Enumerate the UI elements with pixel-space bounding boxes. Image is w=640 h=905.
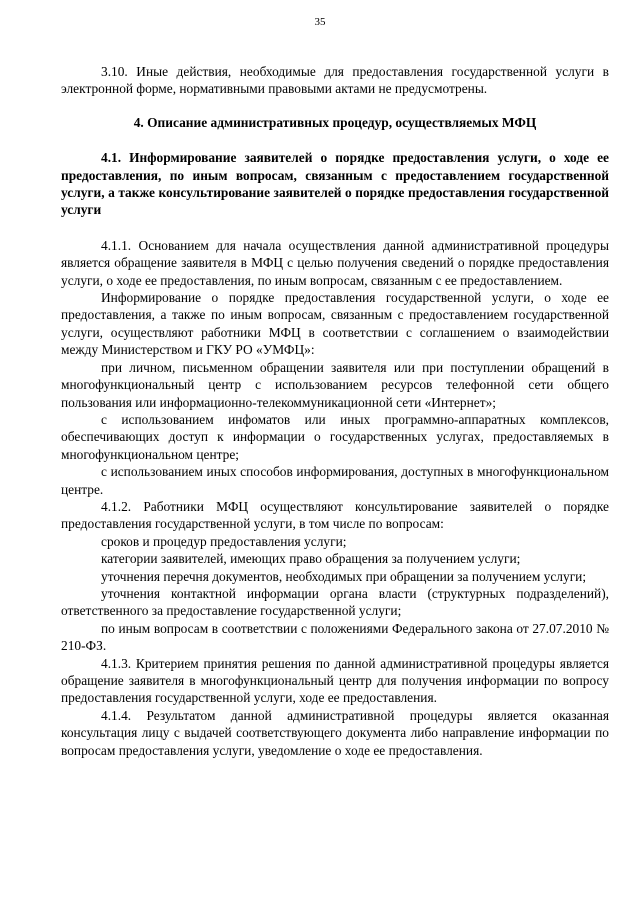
list-item: при личном, письменном обращении заявителя или при поступлении обращений в многофункциональный центр с использованием ресурсов телефонной сети общего пользования или информационно-телекоммуникационной сети «Интернет»; [61,359,609,410]
list-item: сроков и процедур предоставления услуги; [101,533,347,549]
paragraph-4-1-1: 4.1.1. Основанием для начала осуществления данной административной процедуры является обращение заявителя в МФЦ с целью получения сведений о порядке предоставления услуги, о ходе ее предоставления, по иным вопросам, связанным с ее предоставлением. [61,237,609,288]
section-heading-4: 4. Описание административных процедур, осуществляемых МФЦ [133,114,537,130]
subsection-heading-4-1: 4.1. Информирование заявителей о порядке предоставления услуги, о ходе ее предоставления, по иным вопросам, связанным с предоставлением государственной услуги, а также консультирование заявителей о порядке предоставления государственной услуги [61,150,609,218]
list-item: категории заявителей, имеющих право обращения за получением услуги; [101,551,521,567]
paragraph-informing: Информирование о порядке предоставления государственной услуги, о ходе ее предоставления, а также по иным вопросам, связанным с предоставлением государственной услуги, осуществляют работники МФЦ в соответствии с соглашением о взаимодействии между Министерством и ГКУ РО «УМФЦ»: [61,290,609,358]
list-item: по иным вопросам в соответствии с положениями Федерального закона от 27.07.2010 № 210-ФЗ. [61,620,609,654]
paragraph-4-1-4: 4.1.4. Результатом данной административной процедуры является оказанная консультация лицу с выдачей соответствующего документа либо направление информации по вопросам предоставления услуги, уведомление о ходе ее предоставления. [61,707,609,758]
list-item: уточнения перечня документов, необходимых при обращении за получением услуги; [101,568,587,584]
page-number: 35 [314,16,326,28]
document-body [61,63,609,759]
list-item: с использованием инфоматов или иных программно-аппаратных комплексов, обеспечивающих доступ к информации о государственных услугах, предоставляемых в многофункциональном центре; [61,411,609,462]
paragraph-4-1-3: 4.1.3. Критерием принятия решения по данной административной процедуры является обращение заявителя в многофункциональный центр для получения информации по вопросу предоставления государственной услуги, ходе ее предоставления. [61,655,609,706]
paragraph-3-10: 3.10. Иные действия, необходимые для предоставления государственной услуги в электронной форме, нормативными правовыми актами не предусмотрены. [61,64,609,97]
paragraph-4-1-2: 4.1.2. Работники МФЦ осуществляют консультирование заявителей о порядке предоставления государственной услуги, в том числе по вопросам: [61,498,609,532]
list-item: с использованием иных способов информирования, доступных в многофункциональном центре. [61,464,609,497]
list-item: уточнения контактной информации органа власти (структурных подразделений), ответственного за предоставление государственной услуги; [61,585,609,619]
